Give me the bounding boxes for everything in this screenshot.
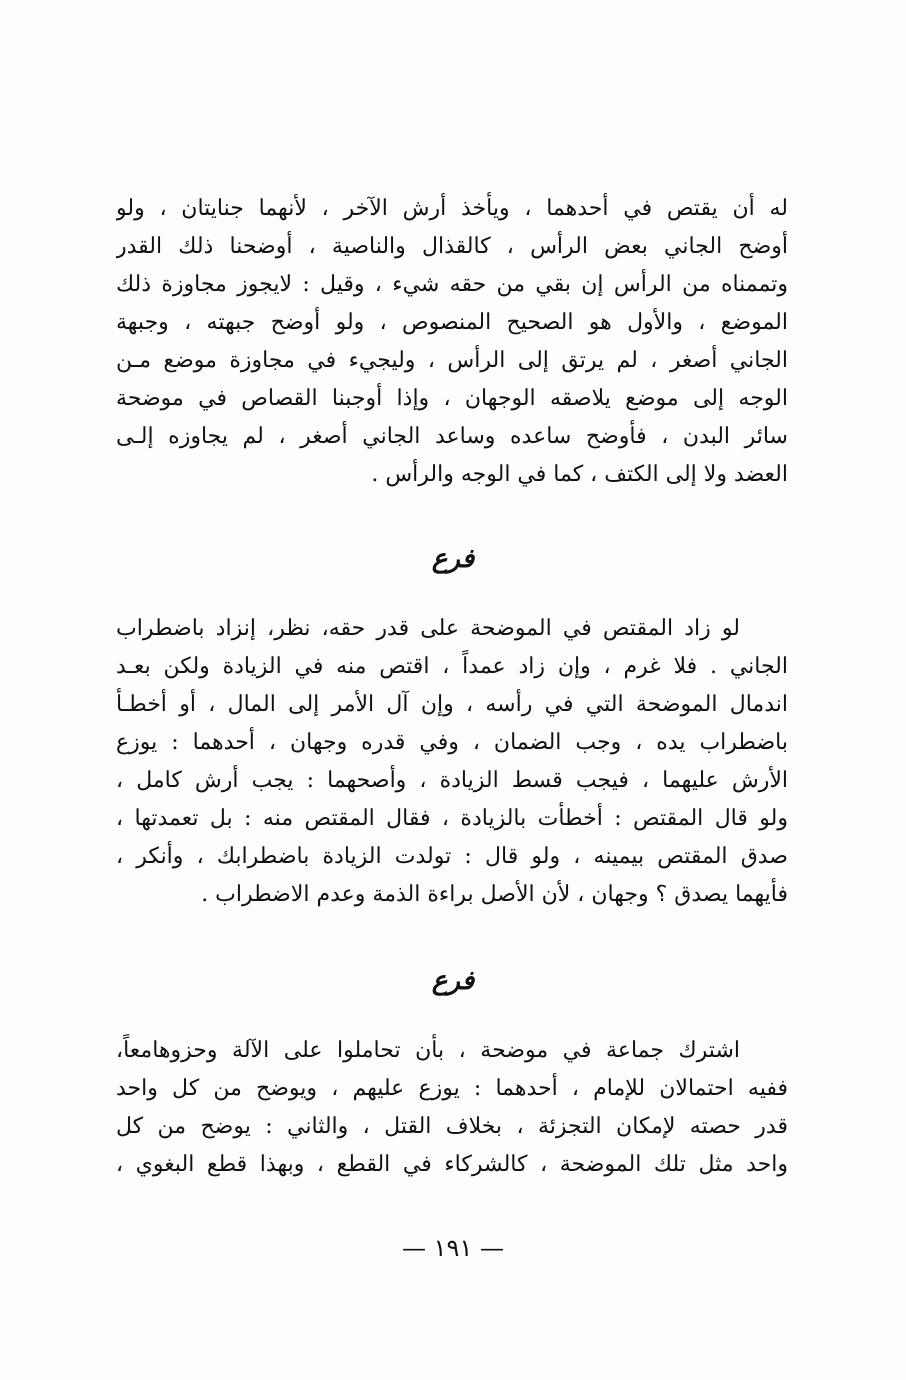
paragraph-line: ولو قال المقتص : أخطأت بالزيادة ، فقال المقتص منه : بل تعمدتها ، [116,806,788,831]
paragraph-3 [116,1032,788,1184]
paragraph-line: وتممناه من الرأس إن بقي من حقه شيء ، وقيل : لايجوز مجاوزة ذلك [116,272,788,297]
paragraph-line: اندمال الموضحة التي في رأسه ، وإن آل الأمر إلى المال ، أو أخطـأ [116,692,788,717]
paragraph-line: اشترك جماعة في موضحة ، بأن تحاملوا على الآلة وحزوهامعاً، [116,1038,740,1063]
page-number: — ١٩١ — [402,1234,504,1262]
paragraph-1 [116,190,788,494]
section-heading: فرع [431,966,475,996]
paragraph-line: الوجه إلى موضع يلاصقه الوجهان ، وإذا أوجبنا القصاص في موضحة [116,386,788,411]
paragraph-line: لو زاد المقتص في الموضحة على قدر حقه، نظر، إنزاد باضطراب [116,616,740,641]
paragraph-line: واحد مثل تلك الموضحة ، كالشركاء في القطع ، وبهذا قطع البغوي ، [116,1152,788,1177]
paragraph-line: باضطراب يده ، وجب الضمان ، وفي قدره وجهان ، أحدهما : يوزع [116,730,788,755]
paragraph-line: الجاني . فلا غرم ، وإن زاد عمداً ، اقتص منه في الزيادة ولكن بعـد [116,654,788,679]
paragraph-line: أوضح الجاني بعض الرأس ، كالقذال والناصية ، أوضحنا ذلك القدر [116,234,788,259]
paragraph-line: له أن يقتص في أحدهما ، ويأخذ أرش الآخر ، لأنهما جنايتان ، ولو [116,196,788,221]
paragraph-line: الموضع ، والأول هو الصحيح المنصوص ، ولو أوضح جبهته ، وجبهة [116,310,788,335]
paragraph-line: صدق المقتص بيمينه ، ولو قال : تولدت الزيادة باضطرابك ، وأنكر ، [116,844,788,869]
paragraph-line: قدر حصته لإمكان التجزئة ، بخلاف القتل ، والثاني : يوضح من كل [116,1114,788,1139]
section-heading: فرع [431,544,475,574]
paragraph-2 [116,610,788,914]
paragraph-line: ففيه احتمالان للإمام ، أحدهما : يوزع عليهم ، ويوضح من كل واحد [116,1076,788,1101]
paragraph-line: الأرش عليهما ، فيجب قسط الزيادة ، وأصحهما : يجب أرش كامل ، [116,768,788,793]
paragraph-line: سائر البدن ، فأوضح ساعده وساعد الجاني أصغر ، لم يجاوزه إلـى [116,424,788,449]
paragraph-line: العضد ولا إلى الكتف ، كما في الوجه والرأس . [371,462,788,487]
paragraph-line: فأيهما يصدق ؟ وجهان ، لأن الأصل براءة الذمة وعدم الاضطراب . [201,882,788,907]
paragraph-line: الجاني أصغر ، لم يرتق إلى الرأس ، وليجيء في مجاوزة موضع مـن [116,348,788,373]
